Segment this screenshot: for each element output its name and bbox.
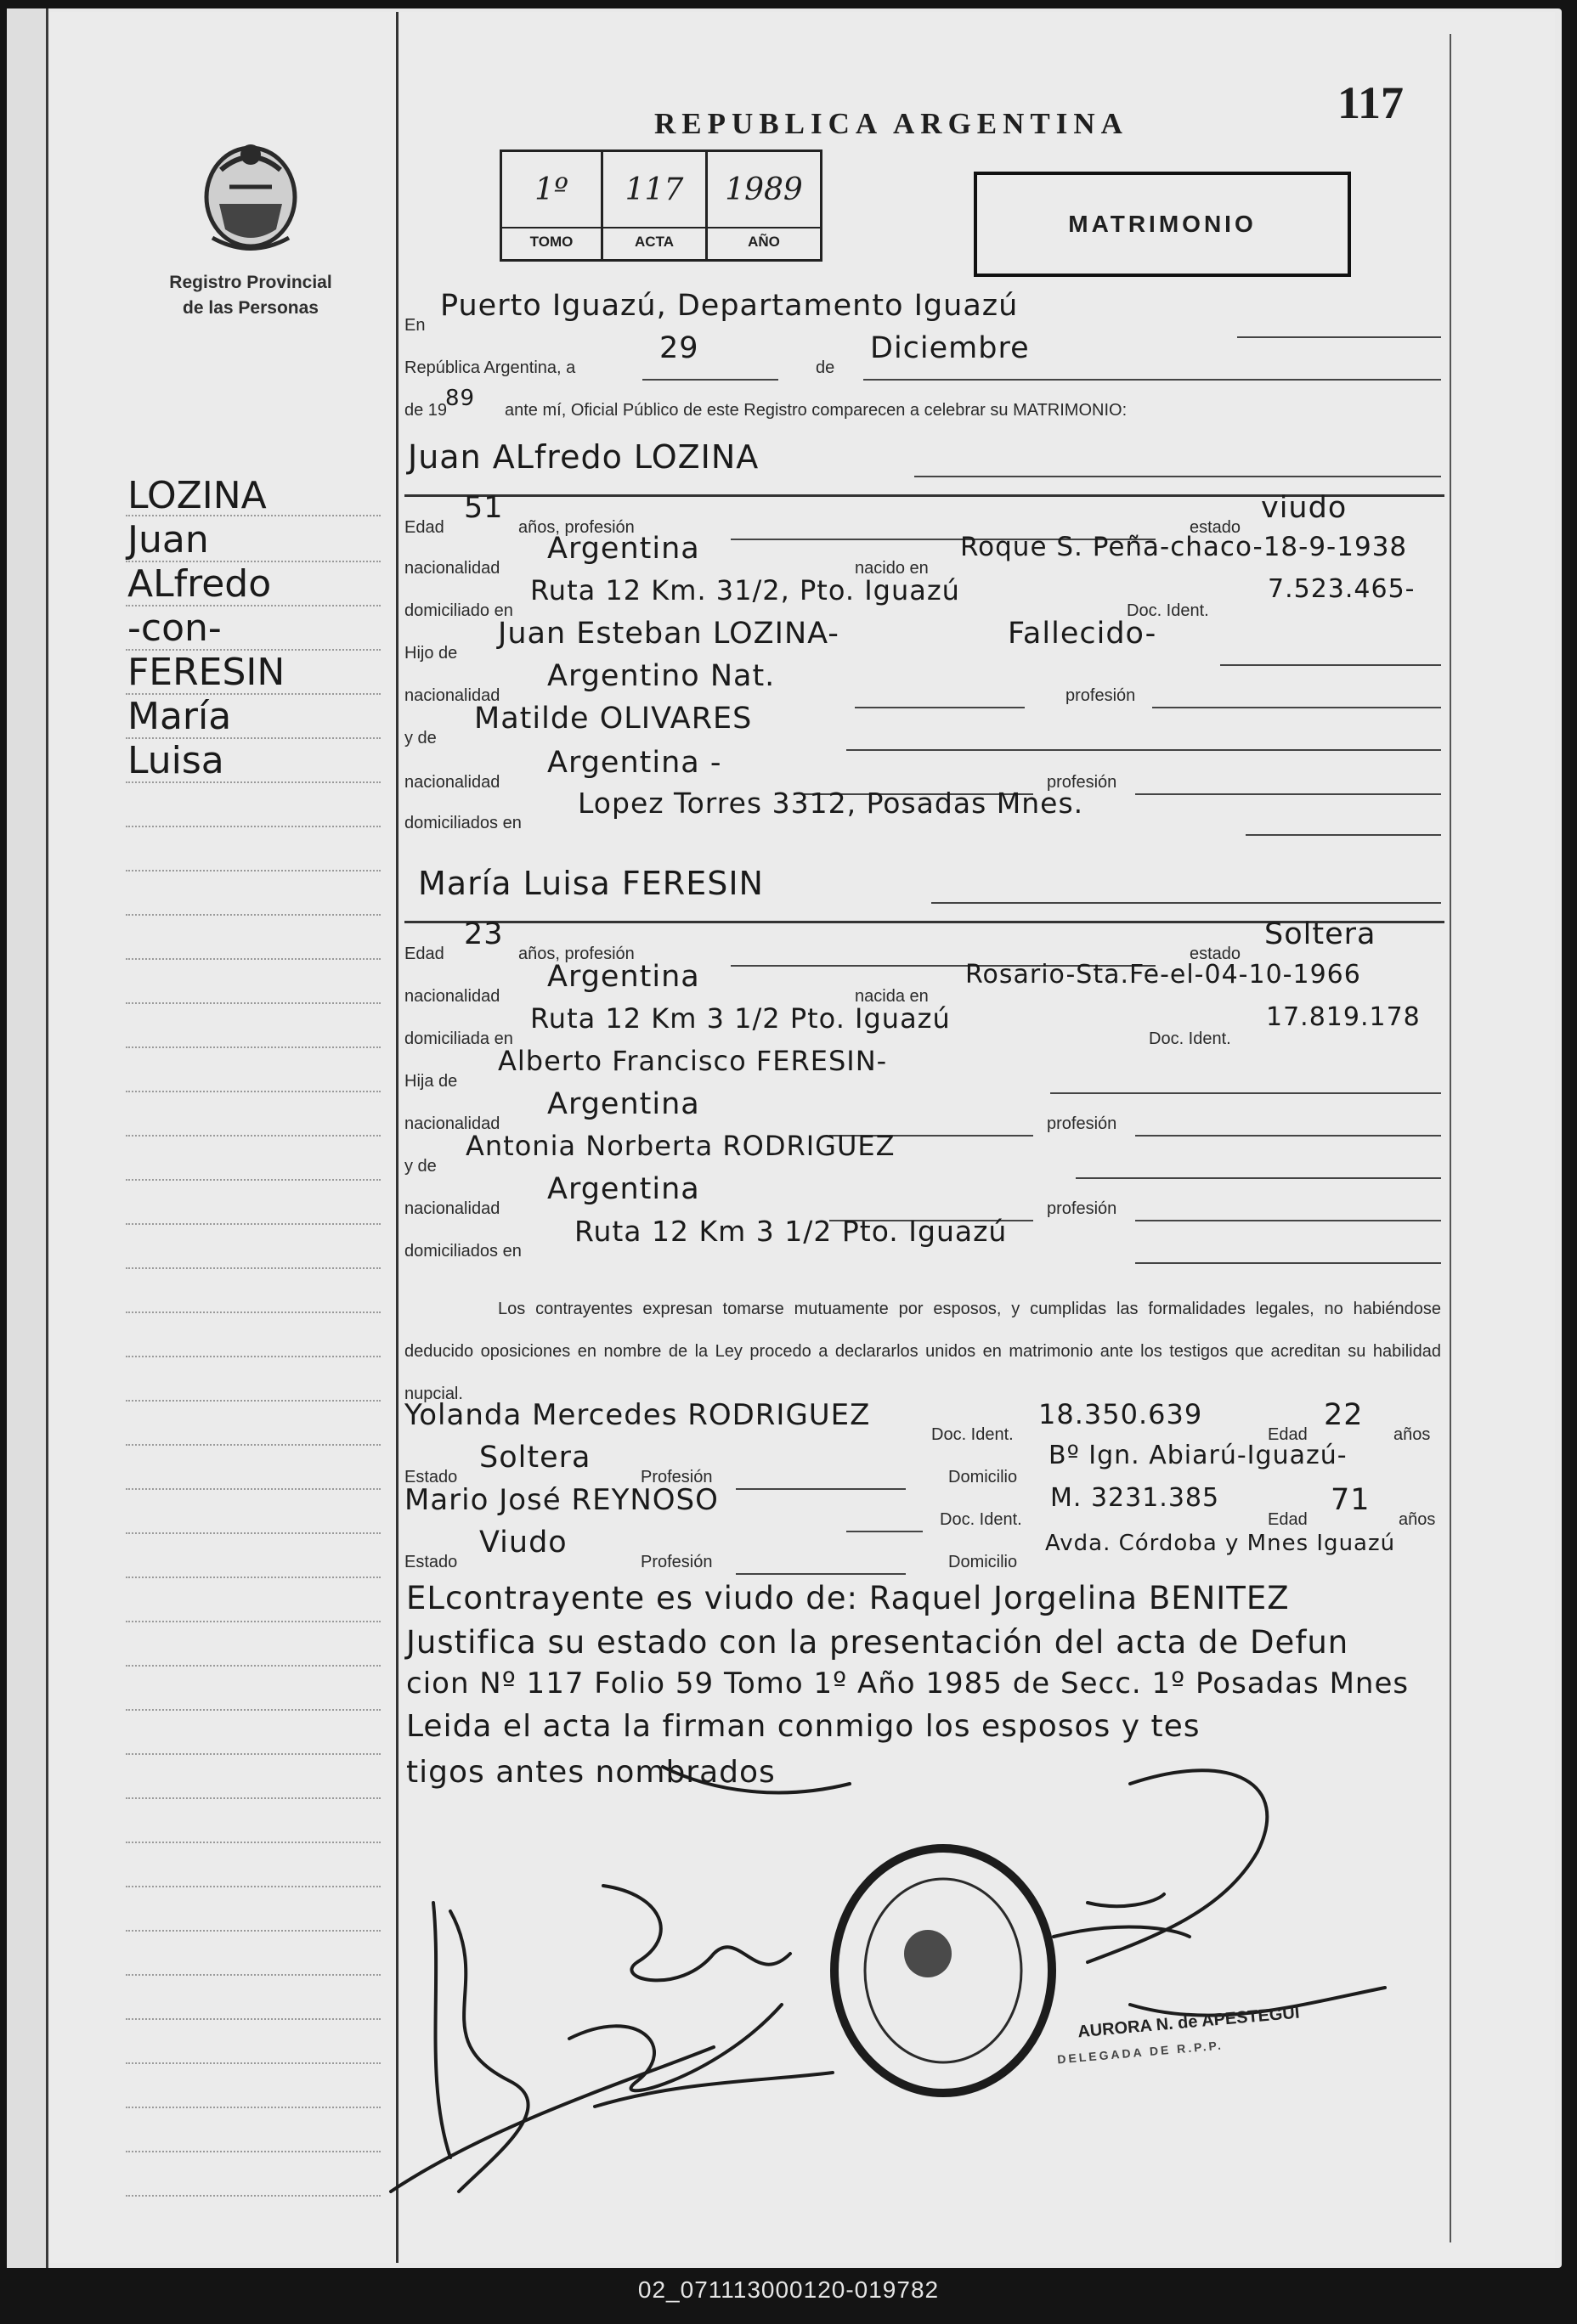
years-label: años [1393,1425,1431,1444]
groom-status: viudo [1261,491,1348,525]
signature-scribbles [391,1767,1385,2191]
nationality-label: nacionalidad [404,559,500,578]
en-label: En [404,316,426,335]
margin-line [126,1046,381,1048]
witness2-status: Viudo [479,1526,568,1560]
groom-parents-address: Lopez Torres 3312, Posadas Mnes. [578,787,1084,820]
witness1-detail-row [404,1441,1444,1486]
margin-line [126,1267,381,1269]
bride-father-nationality-row [404,1087,1444,1133]
note-line: Justifica su estado con la presentación del acta de Defun [406,1624,1349,1661]
born-label: nacido en [855,559,929,578]
witness2-row [404,1483,1444,1529]
fill-line [1135,1135,1441,1137]
tomo-cell [502,152,603,259]
bride-mother-nationality-row [404,1172,1444,1218]
bride-nationality-row [404,960,1444,1006]
doc-label: Doc. Ident. [1127,601,1209,620]
profession-label: Profesión [641,1553,713,1571]
ano-value: 1989 [725,172,803,207]
margin-line [126,1091,381,1092]
groom-father-note: Fallecido- [1008,617,1157,651]
statement-text: ante mí, Oficial Público de este Registro comparecen a celebrar su MATRIMONIO: [505,401,1128,420]
profession-label: profesión [1047,1199,1117,1218]
bride-name-row [404,865,1444,902]
fill-line [1152,707,1441,708]
fill-line [1076,1177,1441,1179]
address-label: domiciliada en [404,1029,513,1048]
margin-note-line: LOZINA [127,474,267,517]
witness1-row [404,1398,1444,1444]
nationality-label: nacionalidad [404,686,500,705]
fill-line [855,707,1025,708]
groom-nationality-row [404,532,1444,578]
margin-line [126,826,381,827]
bride-parents-address-row [404,1215,1444,1261]
margin-note-line: Luisa [127,739,224,782]
parents-address-label: domiciliados en [404,814,522,832]
record-reference-box [500,149,822,262]
fill-line [914,476,1441,477]
fill-line [736,1488,906,1490]
fill-line [1237,336,1441,338]
place-value: Puerto Iguazú, Departamento Iguazú [440,289,1019,323]
profession-label: profesión [1065,686,1136,705]
year-prefix: de 19 [404,401,448,420]
profession-label: profesión [1047,1114,1117,1133]
witness1-age: 22 [1324,1398,1364,1432]
groom-father-nationality: Argentino Nat. [547,659,776,693]
declaration-text [404,1288,1441,1415]
intro-place-row [404,289,1444,335]
doc-label: Doc. Ident. [931,1425,1014,1444]
tomo-value: 1º [534,172,568,207]
bride-age-row [404,917,1444,963]
parents-address-label: domiciliados en [404,1242,522,1261]
margin-line [126,958,381,960]
margin-line [126,1179,381,1181]
status-label: estado [1190,518,1241,537]
fill-line [846,749,1441,751]
status-label: Estado [404,1468,458,1486]
groom-mother-row [404,702,1444,747]
age-label: Edad [404,945,444,963]
witness1-name: Yolanda Mercedes RODRIGUEZ [404,1398,871,1432]
margin-line [126,1311,381,1313]
witness2-detail-row [404,1526,1444,1571]
month-value: Diciembre [870,331,1030,365]
witness2-address: Avda. Córdoba y Mnes Iguazú [1045,1531,1396,1556]
nationality-label: nacionalidad [404,1199,500,1218]
official-role: DELEGADA DE R.P.P. [1056,2038,1224,2067]
registry-name [144,270,357,321]
bride-doc: 17.819.178 [1266,1002,1421,1032]
groom-nationality: Argentina [547,532,700,566]
margin-line [126,1444,381,1446]
scan-id: 02_071113000120-019782 [637,2276,940,2303]
profession-label: Profesión [641,1468,713,1486]
mother-label: y de [404,1157,437,1176]
fill-line [1246,834,1441,836]
witness2-name: Mario José REYNOSO [404,1483,719,1517]
groom-parents-address-row [404,787,1444,832]
fill-line [1135,793,1441,795]
acta-label: ACTA [603,227,705,256]
note-line: ELcontrayente es viudo de: Raquel Jorgelina BENITEZ [406,1580,1290,1616]
age-label: Edad [1268,1510,1308,1529]
witness2-age: 71 [1331,1483,1371,1517]
nationality-label: nacionalidad [404,987,500,1006]
note-line: tigos antes nombrados [406,1755,776,1790]
note-line: Leida el acta la firman conmigo los esposos y tes [406,1709,1201,1744]
seal-emblem-icon [904,1930,952,1977]
fill-line [846,1531,923,1532]
de-label: de [816,358,835,377]
nationality-label: nacionalidad [404,773,500,792]
bride-father-nationality: Argentina [547,1087,700,1121]
book-spine-edge [7,8,48,2268]
margin-line [126,1356,381,1357]
groom-mother-nationality: Argentina - [547,746,722,780]
margin-note-line: María [127,695,232,738]
margin-line [126,1532,381,1534]
groom-father-row [404,617,1444,663]
bride-born: Rosario-Sta.Fe-el-04-10-1966 [965,960,1361,990]
bride-nationality: Argentina [547,960,700,994]
status-label: estado [1190,945,1241,963]
born-label: nacida en [855,987,929,1006]
father-label: Hija de [404,1072,458,1091]
page-number: 117 [1337,77,1405,128]
bride-status: Soltera [1264,917,1376,951]
fill-line [642,379,778,381]
groom-mother: Matilde OLIVARES [474,702,753,736]
father-label: Hijo de [404,644,458,663]
address-label: Domicilio [948,1468,1018,1486]
margin-note [127,474,285,783]
margin-line [126,870,381,872]
age-label: Edad [1268,1425,1308,1444]
fill-line [1050,1092,1441,1094]
acta-value: 117 [625,172,684,207]
groom-father-nationality-row [404,659,1444,705]
mother-label: y de [404,729,437,747]
bride-father-row [404,1045,1444,1091]
fill-line [863,379,1441,381]
witness2-doc: M. 3231.385 [1050,1483,1220,1513]
fill-line [1135,1220,1441,1221]
years-label: años [1399,1510,1436,1529]
official-name: AURORA N. de APESTEGUI [1077,2003,1301,2042]
margin-line [126,1488,381,1490]
groom-doc: 7.523.465- [1268,574,1416,604]
margin-note-line: ALfredo [127,562,272,606]
ano-label: AÑO [708,227,820,256]
margin-line [126,1621,381,1622]
age-label: Edad [404,518,444,537]
fill-line [1220,664,1441,666]
witness1-status: Soltera [479,1441,591,1475]
fill-line [931,902,1441,904]
ano-cell [708,152,820,259]
record-type-box: MATRIMONIO [974,172,1351,277]
document-title: REPUBLICA ARGENTINA [654,107,1128,140]
margin-line [126,1135,381,1137]
margin-line [126,914,381,916]
doc-label: Doc. Ident. [940,1510,1022,1529]
groom-mother-nationality-row [404,746,1444,792]
doc-label: Doc. Ident. [1149,1029,1231,1048]
status-label: Estado [404,1553,458,1571]
groom-name: Juan ALfredo LOZINA [408,438,760,476]
margin-note-line: Juan [127,518,209,561]
signatures-and-seal [238,1682,1470,2225]
fill-line [1135,1262,1441,1264]
tomo-label: TOMO [502,227,601,256]
bride-age: 23 [464,917,504,951]
years-label: años, profesión [518,518,635,537]
bride-address-row [404,1002,1444,1048]
groom-born: Roque S. Peña-chaco-18-9-1938 [960,532,1408,562]
bride-father: Alberto Francisco FERESIN- [498,1045,888,1077]
groom-father: Juan Esteban LOZINA- [498,617,839,651]
bride-address: Ruta 12 Km 3 1/2 Pto. Iguazú [530,1002,951,1035]
republica-label: República Argentina, a [404,358,576,377]
bride-name: María Luisa FERESIN [418,865,764,902]
margin-line [126,1577,381,1578]
intro-statement-row [404,386,1444,420]
margin-note-line: -con- [127,606,222,650]
address-label: Domicilio [948,1553,1018,1571]
bride-mother: Antonia Norberta RODRIGUEZ [466,1130,896,1162]
bride-mother-row [404,1130,1444,1176]
groom-age-row [404,491,1444,537]
acta-cell [603,152,708,259]
fill-line [736,1573,906,1575]
registry-line: Registro Provincial [169,273,332,292]
margin-line [126,1400,381,1402]
note-line: cion Nº 117 Folio 59 Tomo 1º Año 1985 de Secc. 1º Posadas Mnes [406,1667,1410,1701]
groom-age: 51 [464,491,504,525]
year-suffix: 89 [445,386,476,411]
groom-address-row [404,574,1444,620]
margin-line [126,1002,381,1004]
intro-date-row [404,331,1444,377]
margin-line [126,1665,381,1667]
address-label: domiciliado en [404,601,513,620]
margin-note-line: FERESIN [127,651,285,694]
groom-address: Ruta 12 Km. 31/2, Pto. Iguazú [530,574,960,606]
day-value: 29 [659,331,699,365]
nationality-label: nacionalidad [404,1114,500,1133]
margin-line [126,1223,381,1225]
registry-line: de las Personas [183,298,319,318]
bride-parents-address: Ruta 12 Km 3 1/2 Pto. Iguazú [574,1215,1008,1248]
bride-mother-nationality: Argentina [547,1172,700,1206]
years-label: años, profesión [518,945,635,963]
coat-of-arms-icon [195,136,306,255]
witness1-doc: 18.350.639 [1038,1398,1203,1430]
groom-name-row [404,438,1444,476]
declaration-body: Los contrayentes expresan tomarse mutuamente por esposos, y cumplidas las formalidades legales, no habiéndose deducido oposiciones en nombre de la Ley procedo a declararlos unidos en matrimonio ante los testigos que acreditan su habilidad nupcial. [404,1300,1441,1403]
witness1-address: Bº Ign. Abiarú-Iguazú- [1049,1441,1348,1470]
profession-label: profesión [1047,773,1117,792]
